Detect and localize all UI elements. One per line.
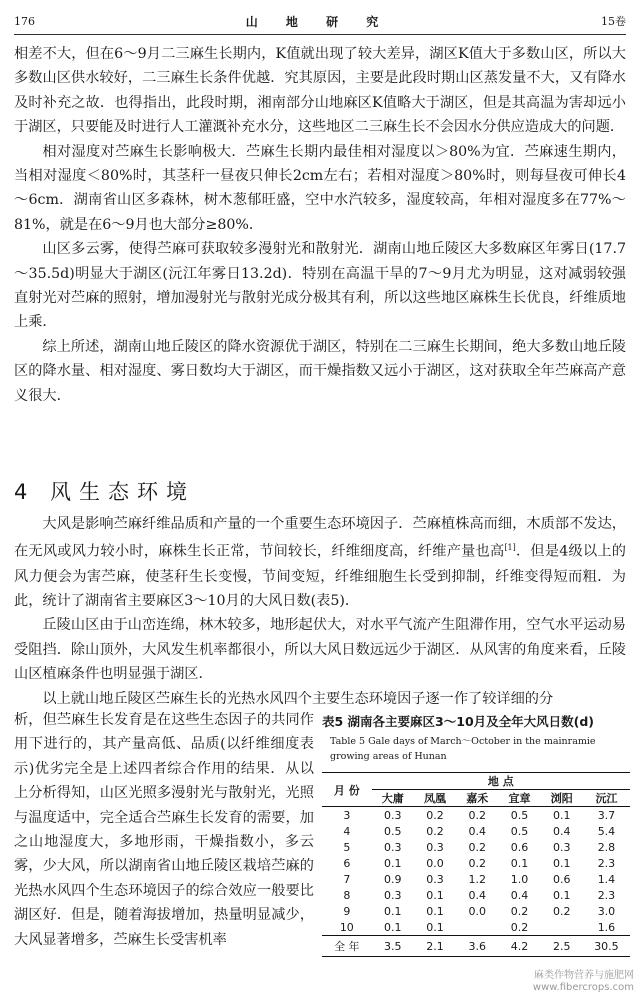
table-row [322,855,630,871]
table-cell: 0.2 [510,920,529,934]
table-cell: 0.0 [426,856,444,870]
month-cell: 6 [343,856,351,870]
table-cell: 0.4 [553,824,571,838]
paragraph: 相对湿度对苎麻生长影响极大．苎麻生长期内最佳相对湿度以＞80%为宜．苎麻速生期内，当相对湿度＜80%时，其茎秆一昼夜只伸长2cm左右；若相对湿度＞80%时，则每昼夜可伸长4～6cm．湖南省山区多森林，树木葱郁旺盛，空中水汽较多，湿度较高，年相对湿度多在77%～81%，就是在6～9月也大部分≥80%． [14,143,626,233]
table-cell: 2.3 [597,856,616,870]
volume-label: 15卷 [600,15,626,28]
journal-title: 山 地 研 究 [245,14,391,29]
total-label: 全 年 [322,936,372,957]
table-cell: 4.2 [498,936,540,957]
table-cell: 0.4 [510,888,529,902]
table-row [322,839,630,855]
table-cell: 0.2 [468,856,487,870]
table-cell: 5.4 [597,824,616,838]
table-cell: 0.4 [468,888,487,902]
watermark [533,970,634,994]
table-caption-en: Table 5 Gale days of March～October in the mainramie growing areas of Hunan [330,736,596,762]
table-cell: 0.5 [510,808,529,822]
table-cell: 0.1 [384,856,402,870]
table-cell: 30.5 [583,936,630,957]
table-cell: 1.4 [597,872,616,886]
table-cell: 1.6 [597,920,616,934]
table-cell: 3.5 [372,936,414,957]
gale-days-table [322,772,630,957]
table-row [322,919,630,936]
table-row [322,887,630,903]
month-cell: 4 [343,824,351,838]
table-cell: 0.2 [426,808,444,822]
column-header: 沅江 [583,790,630,807]
table-cell: 1.2 [468,872,487,886]
table-cell: 0.1 [426,888,444,902]
table-row [322,871,630,887]
table-cell: 3.6 [456,936,498,957]
table-cell: 0.0 [468,904,487,918]
table-cell: 0.9 [384,872,402,886]
paragraph: 丘陵山区由于山峦连绵，林木较多，地形起伏大，对水平气流产生阻滞作用，空气水平运动易受阻挡．除山顶外，大风发生机率都很小，所以大风日数远远少于湖区．从风害的角度来看，丘陵山区植麻条件也明显强于湖区． [14,617,626,683]
table-caption-cn: 表5 湖南各主要麻区3～10月及全年大风日数(d) [322,714,595,729]
month-cell: 9 [343,904,351,918]
table-cell: 0.6 [510,840,529,854]
month-header: 月 份 [322,773,372,807]
table-cell: 0.2 [553,904,571,918]
table-cell: 0.3 [384,840,402,854]
watermark-line: www.fibercrops.com [532,982,634,993]
table-cell: 0.2 [468,808,487,822]
table-cell: 3.7 [597,808,616,822]
table-5 [322,712,630,957]
table-cell: 3.0 [597,904,616,918]
table-cell: 0.4 [468,824,487,838]
table-cell: 0.1 [426,904,444,918]
body-text-top [14,42,626,408]
table-cell: 0.3 [384,888,402,902]
table-cell: 0.6 [553,872,571,886]
column-header: 宜章 [498,790,540,807]
table-cell: 0.1 [384,920,402,934]
table-cell: 2.3 [597,888,616,902]
month-cell: 10 [339,920,354,934]
paragraph: 以上就山地丘陵区苎麻生长的光热水风四个主要生态环境因子逐一作了较详细的分 [42,690,554,707]
table-cell: 1.0 [510,872,529,886]
table-cell: 0.2 [510,904,529,918]
paragraph-text: ．但是4级以上的风力便会为害苎麻，使茎秆生长变慢，节间变短，纤维细胞生长受到抑制，纤维变得短而粗．为此，统计了湖南省主要麻区3～10月的大风日数(表5)． [14,544,626,609]
table-row [322,823,630,839]
paragraph-text: 大风是影响苎麻纤维品质和产量的一个重要生态环境因子．苎麻植株高而细，木质部不发达，在无风或风力较小时，麻株生长正常，节间较长，纤维细度高，纤维产量也高 [14,516,626,561]
column-header: 大庸 [372,790,414,807]
month-cell: 8 [343,888,351,902]
table-cell: 0.2 [426,824,444,838]
paragraph: 综上所述，湖南山地丘陵区的降水资源优于湖区，特别在二三麻生长期间，绝大多数山地丘陵区的降水量、相对湿度、雾日数均大于湖区，而干燥指数又远小于湖区，这对获取全年苎麻高产意义很大． [14,338,626,404]
table-cell: 0.3 [553,840,571,854]
table-total-row [322,936,630,957]
watermark-line: 麻类作物营养与施肥网 [534,970,634,981]
month-cell: 5 [343,840,351,854]
paragraph: 相差不大，但在6～9月二三麻生长期内，K值就出现了较大差异，湖区K值大于多数山区，所以大多数山区供水较好，二三麻生长条件优越．究其原因，主要是此段时期山区蒸发量不大，又有降水及时补充之故．也得指出，此段时期，湘南部分山地麻区K值略大于湖区，但是其高温为害却远小于湖区，只要能及时进行人工灌溉补充水分，这些地区二三麻生长不会因水分供应造成大的问题． [14,46,626,136]
table-cell: 0.3 [426,872,444,886]
table-cell: 2.8 [597,840,616,854]
left-column-text [14,708,314,952]
table-cell: 0.1 [553,856,571,870]
column-header: 嘉禾 [456,790,498,807]
table-cell: 0.3 [384,808,402,822]
paragraph: 山区多云雾，使得苎麻可获取较多漫射光和散射光．湖南山地丘陵区大多数麻区年雾日(17.7～35.5d)明显大于湖区(沅江年雾日13.2d)．特别在高温干旱的7～9月尤为明显，这对减弱较强直射光对苎麻的照射，增加漫射光与散射光成分极其有利，所以这些地区麻株生长优良，纤维质地上乘． [14,241,626,331]
table-cell: 0.1 [510,856,529,870]
column-header: 浏阳 [541,790,583,807]
section-heading: 4 风生态环境 [14,480,196,504]
month-cell: 7 [343,872,351,886]
month-cell: 3 [343,808,351,822]
column-header: 凤凰 [414,790,456,807]
table-cell: 0.5 [510,824,529,838]
table-cell: 0.5 [384,824,402,838]
table-cell: 0.3 [426,840,444,854]
table-cell: 0.1 [384,904,402,918]
paragraph: 析，但苎麻生长发育是在这些生态因子的共同作用下进行的，其产量高低、品质(以纤维细度表示)优劣完全是上述四者综合作用的结果．从以上分析得知，山区光照多漫射光与散射光，光照与温度适中，完全适合苎麻生长发育的需要，加之山地湿度大，多地形雨，干燥指数小，多云雾，少大风，所以湖南省山地丘陵区栽培苎麻的光热水风四个生态环境因子的综合效应一般要比湖区好．但是，随着海拔增加，热量明显减少，大风显著增多，苎麻生长受害机率 [14,712,314,948]
paragraph [14,512,626,613]
table-cell: 2.5 [541,936,583,957]
reference-marker: [1] [504,543,516,553]
table-cell: 0.1 [426,920,444,934]
table-cell [456,919,498,936]
page-number: 176 [14,14,35,28]
table-cell: 0.1 [553,888,571,902]
page-header [14,8,626,35]
table-row [322,903,630,919]
table-cell: 0.2 [468,840,487,854]
table-cell: 0.1 [553,808,571,822]
table-cell [541,919,583,936]
body-text-wind [14,512,626,711]
table-cell: 2.1 [414,936,456,957]
location-header: 地 点 [372,773,630,790]
table-row [322,807,630,824]
